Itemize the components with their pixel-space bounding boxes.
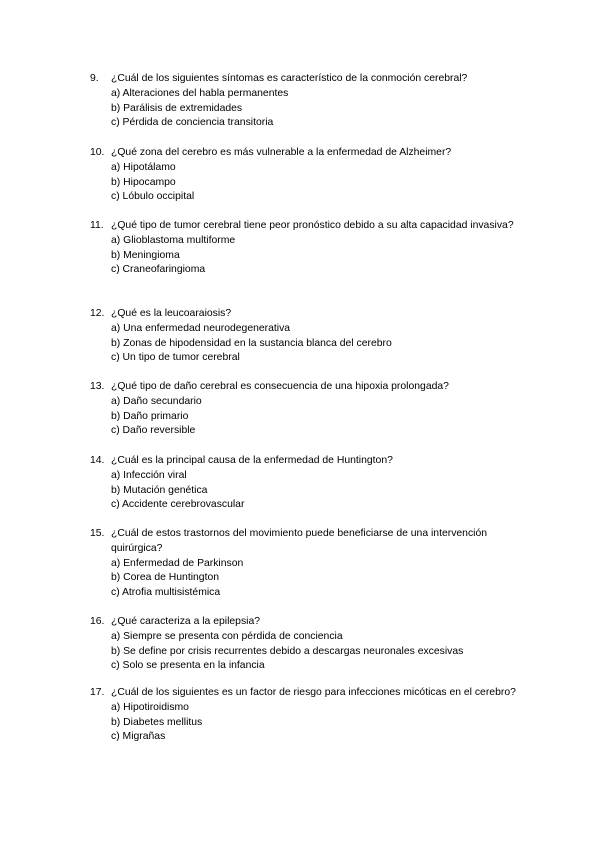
option-a: a) Siempre se presenta con pérdida de conciencia	[111, 630, 343, 642]
option-c: c) Accidente cerebrovascular	[111, 499, 245, 511]
option-list	[90, 322, 530, 366]
question-number: 13.	[90, 381, 105, 392]
option-list	[90, 87, 530, 131]
option-b: b) Hipocampo	[111, 176, 176, 188]
question-text: ¿Qué caracteriza a la epilepsia?	[111, 616, 261, 627]
option-a: a) Hipotálamo	[111, 161, 176, 173]
option-b: b) Zonas de hipodensidad en la sustancia blanca del cerebro	[111, 337, 392, 349]
question-9	[90, 72, 530, 131]
question-number: 12.	[90, 308, 105, 319]
question-text: ¿Qué tipo de daño cerebral es consecuencia de una hipoxia prolongada?	[111, 381, 449, 392]
question-text: ¿Cuál de estos trastornos del movimiento puede beneficiarse de una intervención quirúrgica?	[111, 528, 488, 554]
question-16	[90, 615, 530, 674]
option-a: a) Hipotiroidismo	[111, 701, 189, 713]
option-a: a) Alteraciones del habla permanentes	[111, 87, 289, 99]
option-b: b) Daño primario	[111, 410, 189, 422]
option-c: c) Solo se presenta en la infancia	[111, 660, 265, 672]
option-a: a) Glioblastoma multiforme	[111, 234, 236, 246]
option-a: a) Daño secundario	[111, 395, 202, 407]
option-list	[90, 557, 530, 601]
question-15	[90, 527, 530, 601]
option-c: c) Migrañas	[111, 731, 166, 743]
option-b: b) Se define por crisis recurrentes debido a descargas neuronales excesivas	[111, 645, 464, 657]
question-17	[90, 686, 530, 745]
question-11	[90, 219, 530, 278]
option-list	[90, 630, 530, 674]
question-number: 17.	[90, 687, 105, 698]
question-12	[90, 307, 530, 366]
question-number: 9.	[90, 73, 99, 84]
question-number: 14.	[90, 455, 105, 466]
option-list	[90, 234, 530, 278]
option-a: a) Infección viral	[111, 469, 187, 481]
option-c: c) Atrofia multisistémica	[111, 587, 221, 599]
question-text: ¿Cuál es la principal causa de la enfermedad de Huntington?	[111, 455, 393, 466]
option-list	[90, 701, 530, 745]
question-text: ¿Cuál de los siguientes es un factor de riesgo para infecciones micóticas en el cerebro?	[111, 687, 516, 698]
option-b: b) Mutación genética	[111, 484, 208, 496]
question-14	[90, 454, 530, 513]
option-c: c) Pérdida de conciencia transitoria	[111, 117, 274, 129]
option-c: c) Un tipo de tumor cerebral	[111, 352, 240, 364]
option-b: b) Meningioma	[111, 249, 180, 261]
option-a: a) Enfermedad de Parkinson	[111, 557, 244, 569]
question-text: ¿Qué zona del cerebro es más vulnerable a la enfermedad de Alzheimer?	[111, 147, 452, 158]
option-b: b) Corea de Huntington	[111, 572, 220, 584]
option-b: b) Parálisis de extremidades	[111, 102, 243, 114]
option-c: c) Craneofaringioma	[111, 264, 206, 276]
option-c: c) Daño reversible	[111, 425, 196, 437]
option-c: c) Lóbulo occipital	[111, 191, 195, 203]
option-list	[90, 161, 530, 205]
question-text: ¿Qué es la leucoaraiosis?	[111, 308, 232, 319]
question-10	[90, 146, 530, 205]
question-number: 10.	[90, 147, 105, 158]
option-a: a) Una enfermedad neurodegenerativa	[111, 322, 291, 334]
question-number: 15.	[90, 528, 105, 539]
option-list	[90, 469, 530, 513]
question-13	[90, 380, 530, 439]
option-b: b) Diabetes mellitus	[111, 716, 203, 728]
question-text: ¿Qué tipo de tumor cerebral tiene peor pronóstico debido a su alta capacidad invasiva?	[111, 220, 514, 231]
question-number: 11.	[90, 220, 104, 231]
question-text: ¿Cuál de los siguientes síntomas es característico de la conmoción cerebral?	[111, 73, 468, 84]
option-list	[90, 395, 530, 439]
question-number: 16.	[90, 616, 105, 627]
